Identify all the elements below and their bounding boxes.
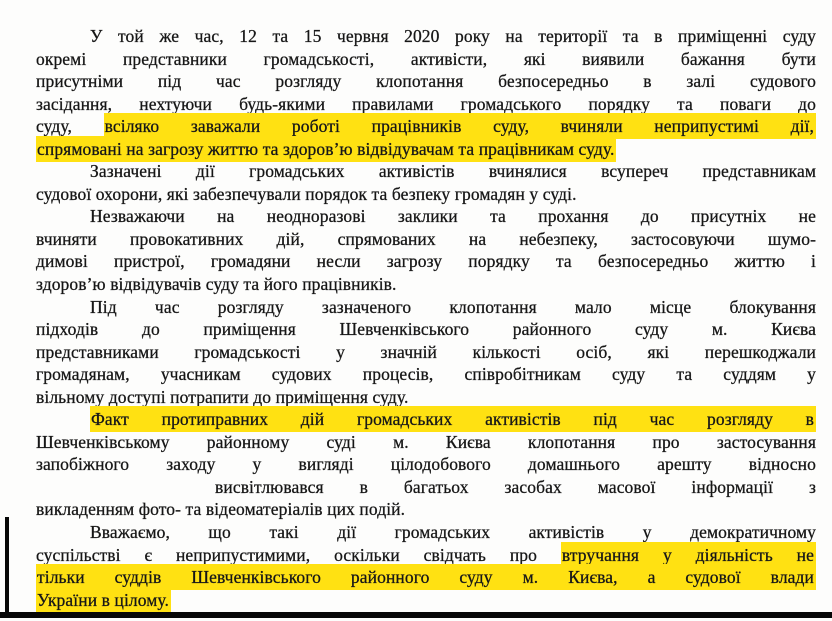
text-line — [36, 183, 816, 206]
text-line — [36, 70, 816, 93]
text-line — [36, 48, 816, 71]
bottom-border-line — [0, 612, 832, 618]
text-line — [36, 566, 816, 589]
highlighted-text: втручання у діяльність не — [561, 542, 816, 568]
text-line — [36, 138, 816, 161]
text-segment: суспільстві є неприпустимими, оскільки свідчать про — [36, 544, 561, 565]
highlighted-text: України в цілому. — [36, 587, 171, 613]
text-segment: У той же час, 12 та 15 червня 2020 року на території та в приміщенні суду — [90, 26, 816, 46]
text-segment: Під час розгляду зазначеного клопотання мало місце блокування — [90, 296, 816, 317]
text-line — [36, 431, 816, 454]
text-segment: запобіжного заходу у вигляді цілодобового домашнього арешту відносно — [36, 454, 816, 475]
text-line — [36, 363, 816, 386]
text-segment: засідання, нехтуючи будь-якими правилами громадського порядку та поваги до — [36, 93, 816, 114]
text-line — [36, 453, 816, 476]
text-line — [36, 386, 816, 409]
text-segment: присутніми під час розгляду клопотання безпосередньо в залі судового — [36, 71, 816, 92]
paragraph — [36, 296, 816, 409]
text-line — [36, 273, 816, 296]
text-segment: димові пристрої, громадяни несли загрозу порядку та безпосередньо життю і — [36, 251, 816, 272]
text-line — [36, 476, 816, 499]
highlighted-text: Факт протиправних дій громадських активістів під час розгляду в — [90, 406, 816, 432]
paragraph — [36, 205, 816, 295]
text-line — [36, 408, 816, 431]
text-segment: підходів до приміщення Шевченківського районного суду м. Києва — [36, 319, 816, 340]
text-line — [36, 589, 816, 612]
text-segment: викладенням фото- та відеоматеріалів цих подій. — [36, 499, 406, 520]
text-segment: окремі представники громадськості, активісти, які виявили бажання бути — [36, 48, 816, 69]
text-segment: Вважаємо, що такі дії громадських активістів у демократичному — [90, 522, 816, 543]
text-line — [36, 544, 816, 567]
text-segment: вільному доступі потрапити до приміщення суду. — [36, 386, 409, 407]
text-segment: судової охорони, які забезпечували порядок та безпеку громадян у суді. — [36, 183, 577, 204]
text-line — [36, 205, 816, 228]
text-line — [36, 115, 816, 138]
highlighted-text: всіляко заважали роботі працівників суду, вчиняли неприпустимі дії, — [104, 113, 816, 139]
paragraph — [36, 408, 816, 521]
paragraph — [36, 521, 816, 611]
text-line — [36, 498, 816, 521]
text-segment: Шевченківському районному суді м. Києва клопотання про застосування — [36, 431, 816, 452]
text-line — [36, 296, 816, 319]
text-line — [36, 228, 816, 251]
text-segment: суду, — [36, 116, 104, 137]
highlighted-text: спрямовані на загрозу життю та здоров’ю відвідувачам та працівникам суду. — [36, 136, 616, 162]
text-line — [36, 25, 816, 48]
left-border-line — [5, 517, 9, 618]
paragraph — [36, 25, 816, 160]
document-text-block — [36, 25, 816, 611]
paragraph — [36, 160, 816, 205]
text-segment: громадянам, учасникам судових процесів, співробітникам суду та суддям у — [36, 364, 816, 385]
text-segment: здоров’ю відвідувачів суду та його працівників. — [36, 274, 397, 295]
text-line — [36, 341, 816, 364]
text-segment: вчиняти провокативних дій, спрямованих на небезпеку, застосовуючи шумо- — [36, 228, 816, 249]
text-line — [36, 521, 816, 544]
text-line — [36, 93, 816, 116]
text-line — [36, 160, 816, 183]
text-segment: Незважаючи на неодноразові заклики та прохання до присутніх не — [90, 206, 816, 227]
text-segment: Зазначені дії громадських активістів вчинялися всупереч представникам — [90, 161, 816, 182]
text-segment: висвітлювався в багатьох засобах масової інформації з — [215, 476, 816, 497]
highlighted-text: тільки суддів Шевченківського районного суду м. Києва, а судової влади — [36, 564, 816, 590]
text-segment: представниками громадськості у значній кількості осіб, які перешкоджали — [36, 341, 816, 362]
text-line — [36, 318, 816, 341]
text-line — [36, 250, 816, 273]
